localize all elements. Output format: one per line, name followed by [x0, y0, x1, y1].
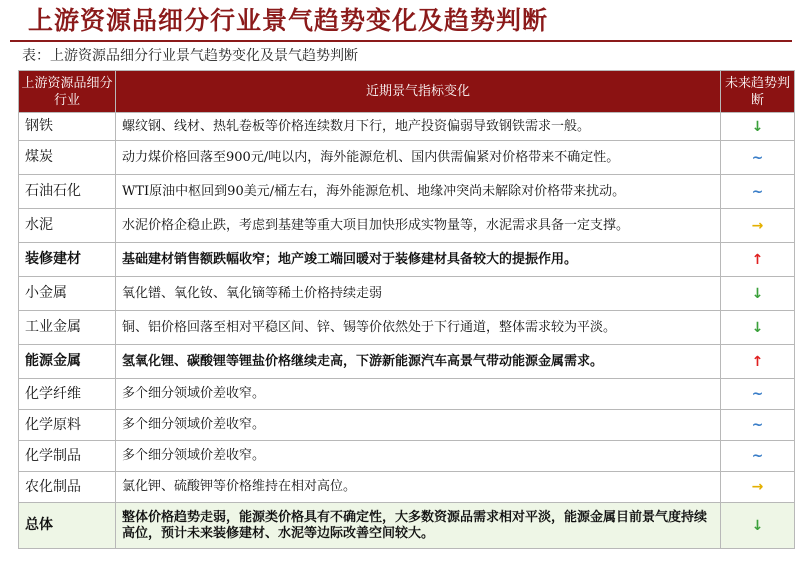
row-indicator-text: 多个细分领域价差收窄。: [116, 379, 721, 410]
row-indicator-text: 氢氧化锂、碳酸锂等锂盐价格继续走高，下游新能源汽车高景气带动能源金属需求。: [116, 345, 721, 379]
row-category: 小金属: [19, 277, 116, 311]
row-indicator-text: 水泥价格企稳止跌，考虑到基建等重大项目加快形成实物量等，水泥需求具备一定支撑。: [116, 209, 721, 243]
row-category: 能源金属: [19, 345, 116, 379]
row-indicator-text: 铜、铝价格回落至相对平稳区间、锌、锡等价依然处于下行通道，整体需求较为平淡。: [116, 311, 721, 345]
trend-down-icon: ↓: [721, 311, 795, 345]
table-row: [19, 277, 795, 311]
table-row: [19, 311, 795, 345]
header-category: 上游资源品细分行业: [19, 71, 116, 113]
table-row: [19, 243, 795, 277]
row-indicator-text: 基础建材销售额跌幅收窄；地产竣工端回暖对于装修建材具备较大的提振作用。: [116, 243, 721, 277]
row-category: 水泥: [19, 209, 116, 243]
row-indicator-text: 氯化钾、硫酸钾等价格维持在相对高位。: [116, 472, 721, 503]
trend-flat-icon: ~: [721, 379, 795, 410]
row-category: 装修建材: [19, 243, 116, 277]
table-row: [19, 379, 795, 410]
trend-up-icon: ↑: [721, 243, 795, 277]
table-caption: 表：上游资源品细分行业景气趋势变化及景气趋势判断: [22, 48, 358, 64]
trend-flat-icon: ~: [721, 441, 795, 472]
row-category: 煤炭: [19, 141, 116, 175]
trend-side-icon: →: [721, 472, 795, 503]
page-title: 上游资源品细分行业景气趋势变化及趋势判断: [28, 6, 549, 35]
table-row: [19, 441, 795, 472]
trend-down-icon: ↓: [721, 503, 795, 549]
trend-flat-icon: ~: [721, 410, 795, 441]
table-row: [19, 345, 795, 379]
header-trend: 未来趋势判断: [721, 71, 795, 113]
trend-side-icon: →: [721, 209, 795, 243]
trend-flat-icon: ~: [721, 141, 795, 175]
row-category: 工业金属: [19, 311, 116, 345]
row-indicator-text: 整体价格趋势走弱，能源类价格具有不确定性，大多数资源品需求相对平淡，能源金属目前景气度持续高位，预计未来装修建材、水泥等边际改善空间较大。: [116, 503, 721, 549]
row-category: 化学原料: [19, 410, 116, 441]
trend-flat-icon: ~: [721, 175, 795, 209]
row-indicator-text: 氧化镨、氧化钕、氧化镝等稀土价格持续走弱: [116, 277, 721, 311]
row-indicator-text: 螺纹钢、线材、热轧卷板等价格连续数月下行，地产投资偏弱导致钢铁需求一般。: [116, 113, 721, 141]
row-indicator-text: 多个细分领域价差收窄。: [116, 441, 721, 472]
table-row: [19, 141, 795, 175]
row-indicator-text: 多个细分领域价差收窄。: [116, 410, 721, 441]
row-category: 化学制品: [19, 441, 116, 472]
row-category: 农化制品: [19, 472, 116, 503]
table-body: [19, 113, 795, 549]
table-row: [19, 209, 795, 243]
row-category: 总体: [19, 503, 116, 549]
table-row: [19, 113, 795, 141]
table-header-row: [19, 71, 795, 113]
table-row: [19, 503, 795, 549]
row-indicator-text: 动力煤价格回落至900元/吨以内，海外能源危机、国内供需偏紧对价格带来不确定性。: [116, 141, 721, 175]
title-divider: [10, 40, 792, 42]
row-category: 钢铁: [19, 113, 116, 141]
trend-down-icon: ↓: [721, 277, 795, 311]
trend-up-icon: ↑: [721, 345, 795, 379]
table-row: [19, 175, 795, 209]
trend-table: [18, 70, 795, 549]
row-category: 化学纤维: [19, 379, 116, 410]
trend-down-icon: ↓: [721, 113, 795, 141]
table-row: [19, 410, 795, 441]
header-indicator: 近期景气指标变化: [116, 71, 721, 113]
table-row: [19, 472, 795, 503]
row-indicator-text: WTI原油中枢回到90美元/桶左右，海外能源危机、地缘冲突尚未解除对价格带来扰动。: [116, 175, 721, 209]
row-category: 石油石化: [19, 175, 116, 209]
